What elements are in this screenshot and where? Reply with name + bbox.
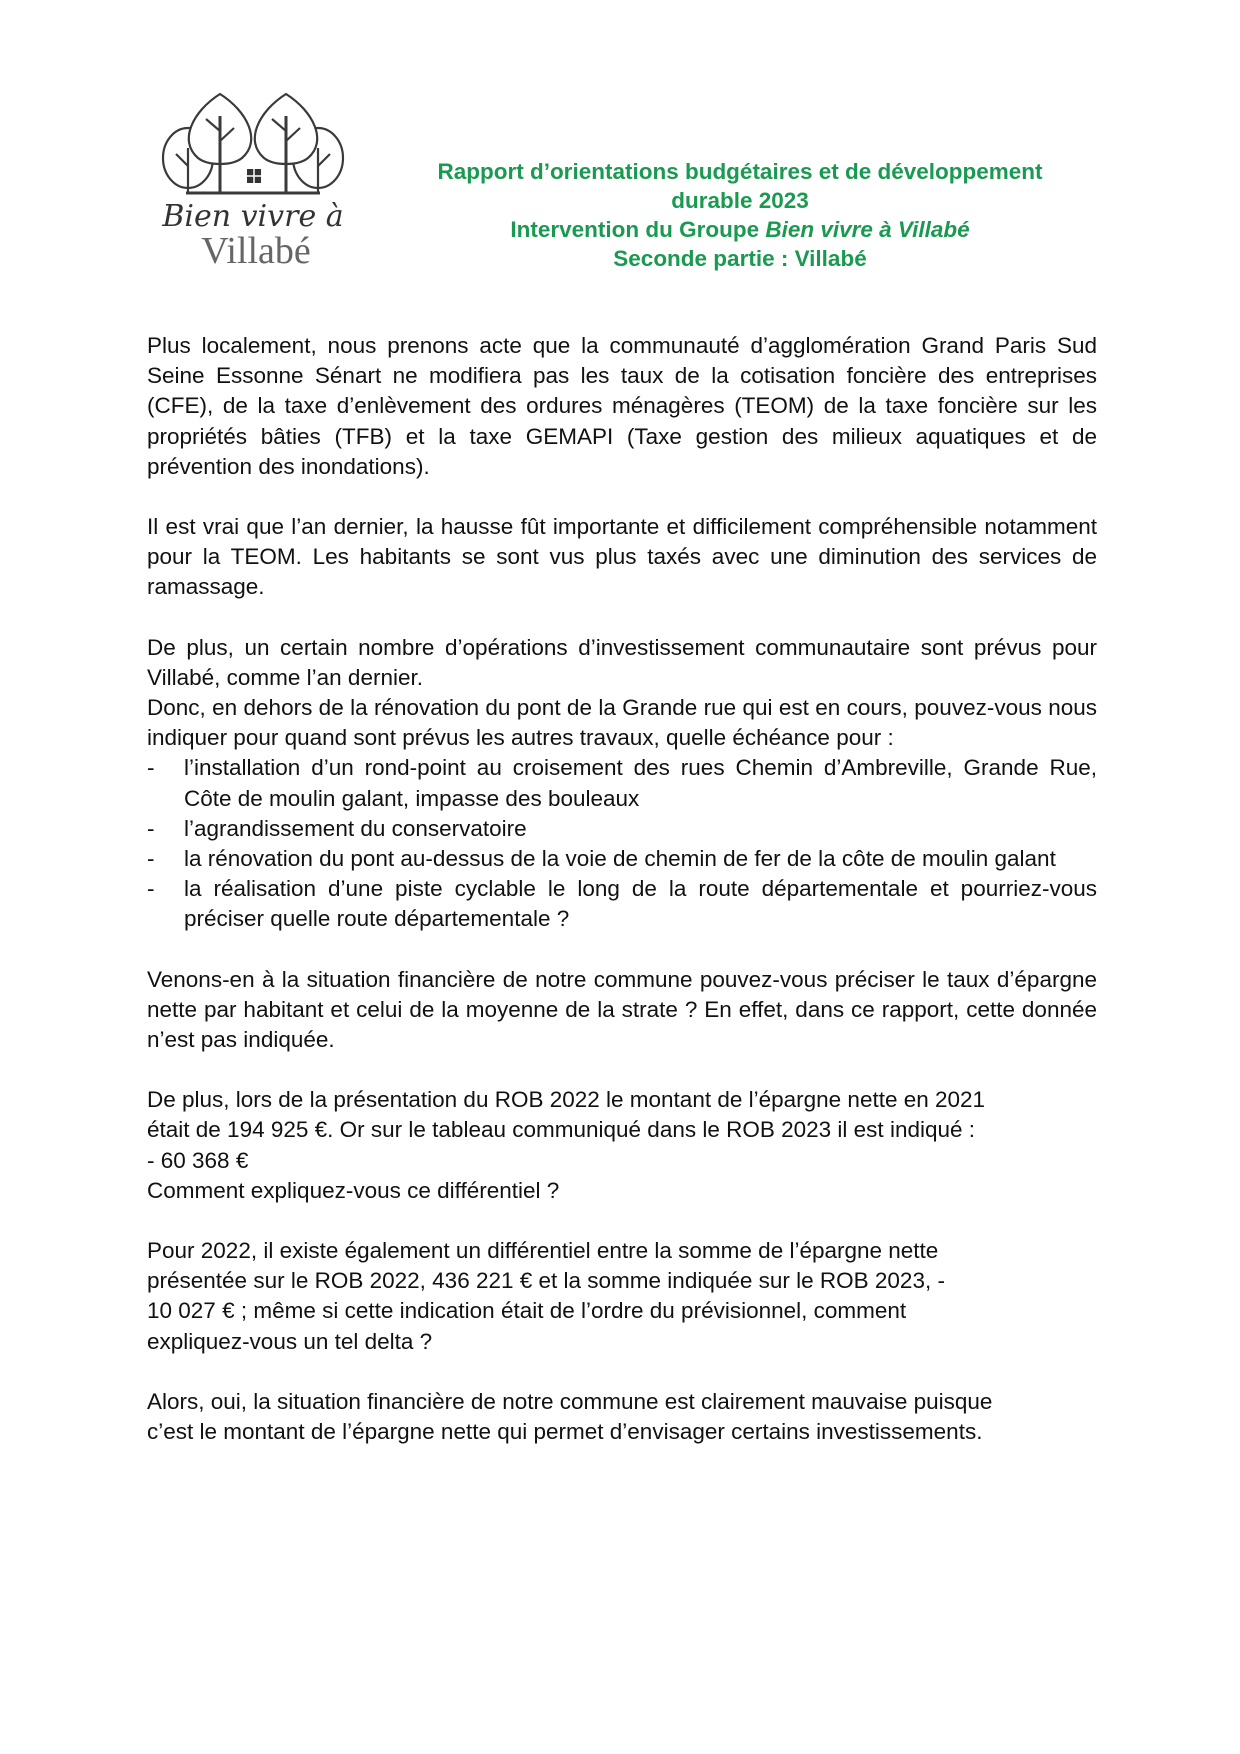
list-item: - l’installation d’un rond-point au croisement des rues Chemin d’Ambreville, Grande Rue, Côte de moulin galant, impasse des bouleaux <box>147 755 1097 811</box>
logo-name-text: Villabé <box>201 230 311 268</box>
title-line-2: durable 2023 <box>671 188 809 213</box>
list-item: - l’agrandissement du conservatoire <box>147 815 527 841</box>
document-title <box>370 157 1110 273</box>
bien-vivre-a-villabe-logo <box>148 86 358 268</box>
paragraph-works-question: Donc, en dehors de la rénovation du pont de la Grande rue qui est en cours, pouvez-vous nous indiquer pour quand sont prévus les autres travaux, quelle échéance pour : <box>147 695 1097 751</box>
list-item: - la rénovation du pont au-dessus de la voie de chemin de fer de la côte de moulin galant <box>147 846 1056 872</box>
title-line-4: Seconde partie : Villabé <box>613 246 867 271</box>
group-name: Bien vivre à Villabé <box>765 217 970 242</box>
paragraph-2022-differential: Pour 2022, il existe également un différentiel entre la somme de l’épargne nette présentée sur le ROB 2022, 436 221 € et la somme indiquée sur le ROB 2023, - 10 027 € ; même si cette indication était de l’ordre du prévisionnel, comment expliquez-vous un tel delta ? <box>147 1238 945 1354</box>
title-line-1: Rapport d’orientations budgétaires et de développement <box>437 159 1043 184</box>
paragraph-investments: De plus, un certain nombre d’opérations d’investissement communautaire sont prévus pour Villabé, comme l’an dernier. <box>147 634 1097 690</box>
title-line-3 <box>370 215 1110 244</box>
trees-house-icon <box>148 86 358 268</box>
paragraph-teom: Il est vrai que l’an dernier, la hausse fût importante et difficilement compréhensible notamment pour la TEOM. Les habitants se sont vus plus taxés avec une diminution des services de ramassage. <box>147 514 1097 600</box>
document-body <box>147 331 1097 1447</box>
paragraph-taxes: Plus localement, nous prenons acte que la communauté d’agglomération Grand Paris Sud Seine Essonne Sénart ne modifiera pas les taux de la cotisation foncière des entreprises (CFE), de la taxe d’enlèvement des ordures ménagères (TEOM) de la taxe foncière sur les propriétés bâties (TFB) et la taxe GEMAPI (Taxe gestion des milieux aquatiques et de prévention des inondations). <box>147 333 1097 479</box>
paragraph-conclusion: Alors, oui, la situation financière de notre commune est clairement mauvaise puisque c’est le montant de l’épargne nette qui permet d’envisager certains investissements. <box>147 1388 993 1445</box>
paragraph-2021-differential: De plus, lors de la présentation du ROB 2022 le montant de l’épargne nette en 2021 était de 194 925 €. Or sur le tableau communiqué dans le ROB 2023 il est indiqué : - 60 368 € Comment expliquez-vous ce différentiel ? <box>147 1087 986 1203</box>
works-list <box>147 753 1097 934</box>
list-item: - la réalisation d’une piste cyclable le long de la route départementale et pourriez-vous préciser quelle route départementale ? <box>147 876 1097 932</box>
logo-script-text: Bien vivre à <box>162 199 344 234</box>
title-line-3-prefix: Intervention du Groupe <box>510 217 766 242</box>
paragraph-savings-rate: Venons-en à la situation financière de notre commune pouvez-vous préciser le taux d’épargne nette par habitant et celui de la moyenne de la strate ? En effet, dans ce rapport, cette donnée n’est pas indiquée. <box>147 966 1097 1053</box>
